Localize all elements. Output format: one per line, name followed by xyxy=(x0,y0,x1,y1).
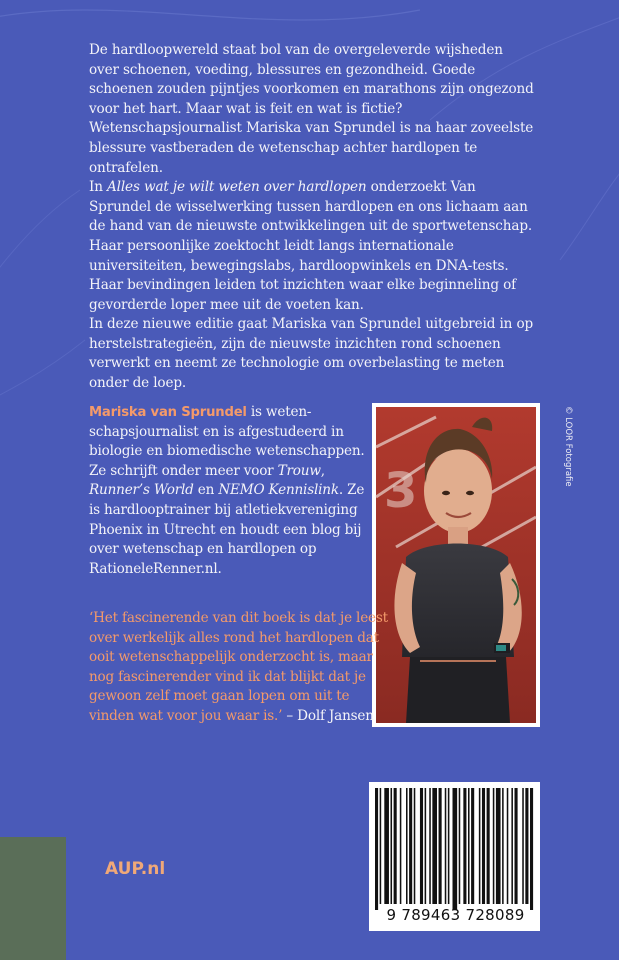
barcode-bar xyxy=(445,788,447,904)
barcode-bar xyxy=(515,788,518,904)
barcode-bar xyxy=(511,788,513,904)
intro-line-2: Wetenschapsjournalist Mariska van Sprundel is na haar zoveelste blessure vastberaden de wetenschap achter hardlopen te ontrafelen. xyxy=(89,120,534,176)
barcode-bar xyxy=(493,788,495,904)
barcode-bar xyxy=(459,788,461,904)
barcode-bar xyxy=(471,788,474,904)
barcode-bar xyxy=(522,788,524,904)
barcode-bar xyxy=(380,788,382,904)
barcode-bar xyxy=(487,788,490,904)
barcode-bar xyxy=(453,788,458,910)
barcode-bar xyxy=(482,788,485,904)
author-bio xyxy=(89,403,374,579)
book-title: Alles wat je wilt weten over hardlopen xyxy=(107,179,367,196)
publication-trouw: Trouw xyxy=(277,462,321,479)
isbn-number: 9 789463 728089 xyxy=(386,906,525,924)
barcode-bar xyxy=(448,788,450,904)
publication-nemo: NEMO Kennislink xyxy=(218,482,339,499)
barcode-bar xyxy=(463,788,466,904)
barcode-bar xyxy=(409,788,412,904)
barcode-bar xyxy=(507,788,509,904)
quote-text: ‘Het fascinerende van dit boek is dat je leest over werkelijk alles rond het hardlopen dat ooit wetenschappelijk onderzocht is, maar nog fascinerender vind ik dat blijkt dat je gewoon zelf moet gaan lopen om uit te vinden wat voor jou waar is.’ xyxy=(89,610,388,724)
barcode-bar xyxy=(420,788,423,904)
intro-line-1: De hardloopwereld staat bol van de overgeleverde wijsheden over schoenen, voeding, blessures en gezondheid. Goede schoenen zouden pijntjes voorkomen en marathons zijn ongezond voor het hart. Maar wat is feit en wat is fictie? xyxy=(89,42,534,117)
edition-paragraph xyxy=(89,315,534,393)
barcode-bar xyxy=(375,788,378,910)
barcode-bar xyxy=(414,788,416,904)
barcode-bar xyxy=(400,788,402,904)
barcode-bar xyxy=(406,788,408,904)
photo-credit xyxy=(556,404,573,496)
barcode-bar xyxy=(525,788,528,904)
bio-text-1: is wetenschapsjournalist en is afgestudeerd in biologie en biomedische wetenschappen. Ze schrijft onder meer voor xyxy=(89,404,365,479)
intro-in-prefix: In xyxy=(89,179,107,196)
barcode-bar xyxy=(439,788,442,904)
isbn-barcode xyxy=(369,782,540,931)
barcode-bar xyxy=(429,788,431,904)
author-photo-frame xyxy=(372,403,540,727)
review-quote xyxy=(89,609,389,727)
barcode-bar xyxy=(384,788,389,904)
barcode-bar xyxy=(394,788,397,904)
spine-color-block xyxy=(0,837,66,960)
bio-sep-1: , xyxy=(320,462,325,479)
bio-sep-2: en xyxy=(193,482,219,499)
bio-text-2: . Ze is hardlooptrainer bij atletiekvereniging Phoenix in Utrecht en houdt een blog bij over wetenschap en hardlopen op RationeleRenner.nl. xyxy=(89,482,365,577)
author-name: Mariska van Sprundel xyxy=(89,405,247,420)
barcode-bar xyxy=(391,788,393,904)
intro-line-3: onderzoekt Van Sprundel de wisselwerking tussen hardlopen en ons lichaam aan de hand van de nieuwste ontwikkelingen uit de sportwetenschap. Haar persoonlijke zoektocht leidt langs internationale universiteiten, bewegingslabs, hardloopwinkels en DNA-tests. Haar bevindingen leiden tot inzichten waar elke beginneling of gevorderde loper mee uit de voeten kan. xyxy=(89,179,533,313)
publication-runners-world: Runner’s World xyxy=(89,482,194,499)
publisher-logo: AUP.nl xyxy=(105,859,166,879)
quote-attribution: – Dolf Jansen xyxy=(282,707,374,724)
barcode-bar xyxy=(468,788,470,904)
barcode-bar xyxy=(432,788,437,904)
barcode-bar xyxy=(530,788,533,910)
barcode-bar xyxy=(502,788,504,904)
svg-text:3: 3 xyxy=(384,463,418,519)
barcode-bar xyxy=(479,788,481,904)
barcode-bar xyxy=(496,788,501,904)
photo-credit-text: © LOOR Fotografie xyxy=(563,406,573,487)
author-photo xyxy=(376,407,536,723)
edition-text: In deze nieuwe editie gaat Mariska van Sprundel uitgebreid in op herstelstrategieën, zijn de nieuwste inzichten rond schoenen verwerkt en neemt ze technologie om overbelasting te meten onder de loep. xyxy=(89,316,534,391)
barcode-bar xyxy=(425,788,427,904)
intro-paragraph xyxy=(89,41,534,315)
